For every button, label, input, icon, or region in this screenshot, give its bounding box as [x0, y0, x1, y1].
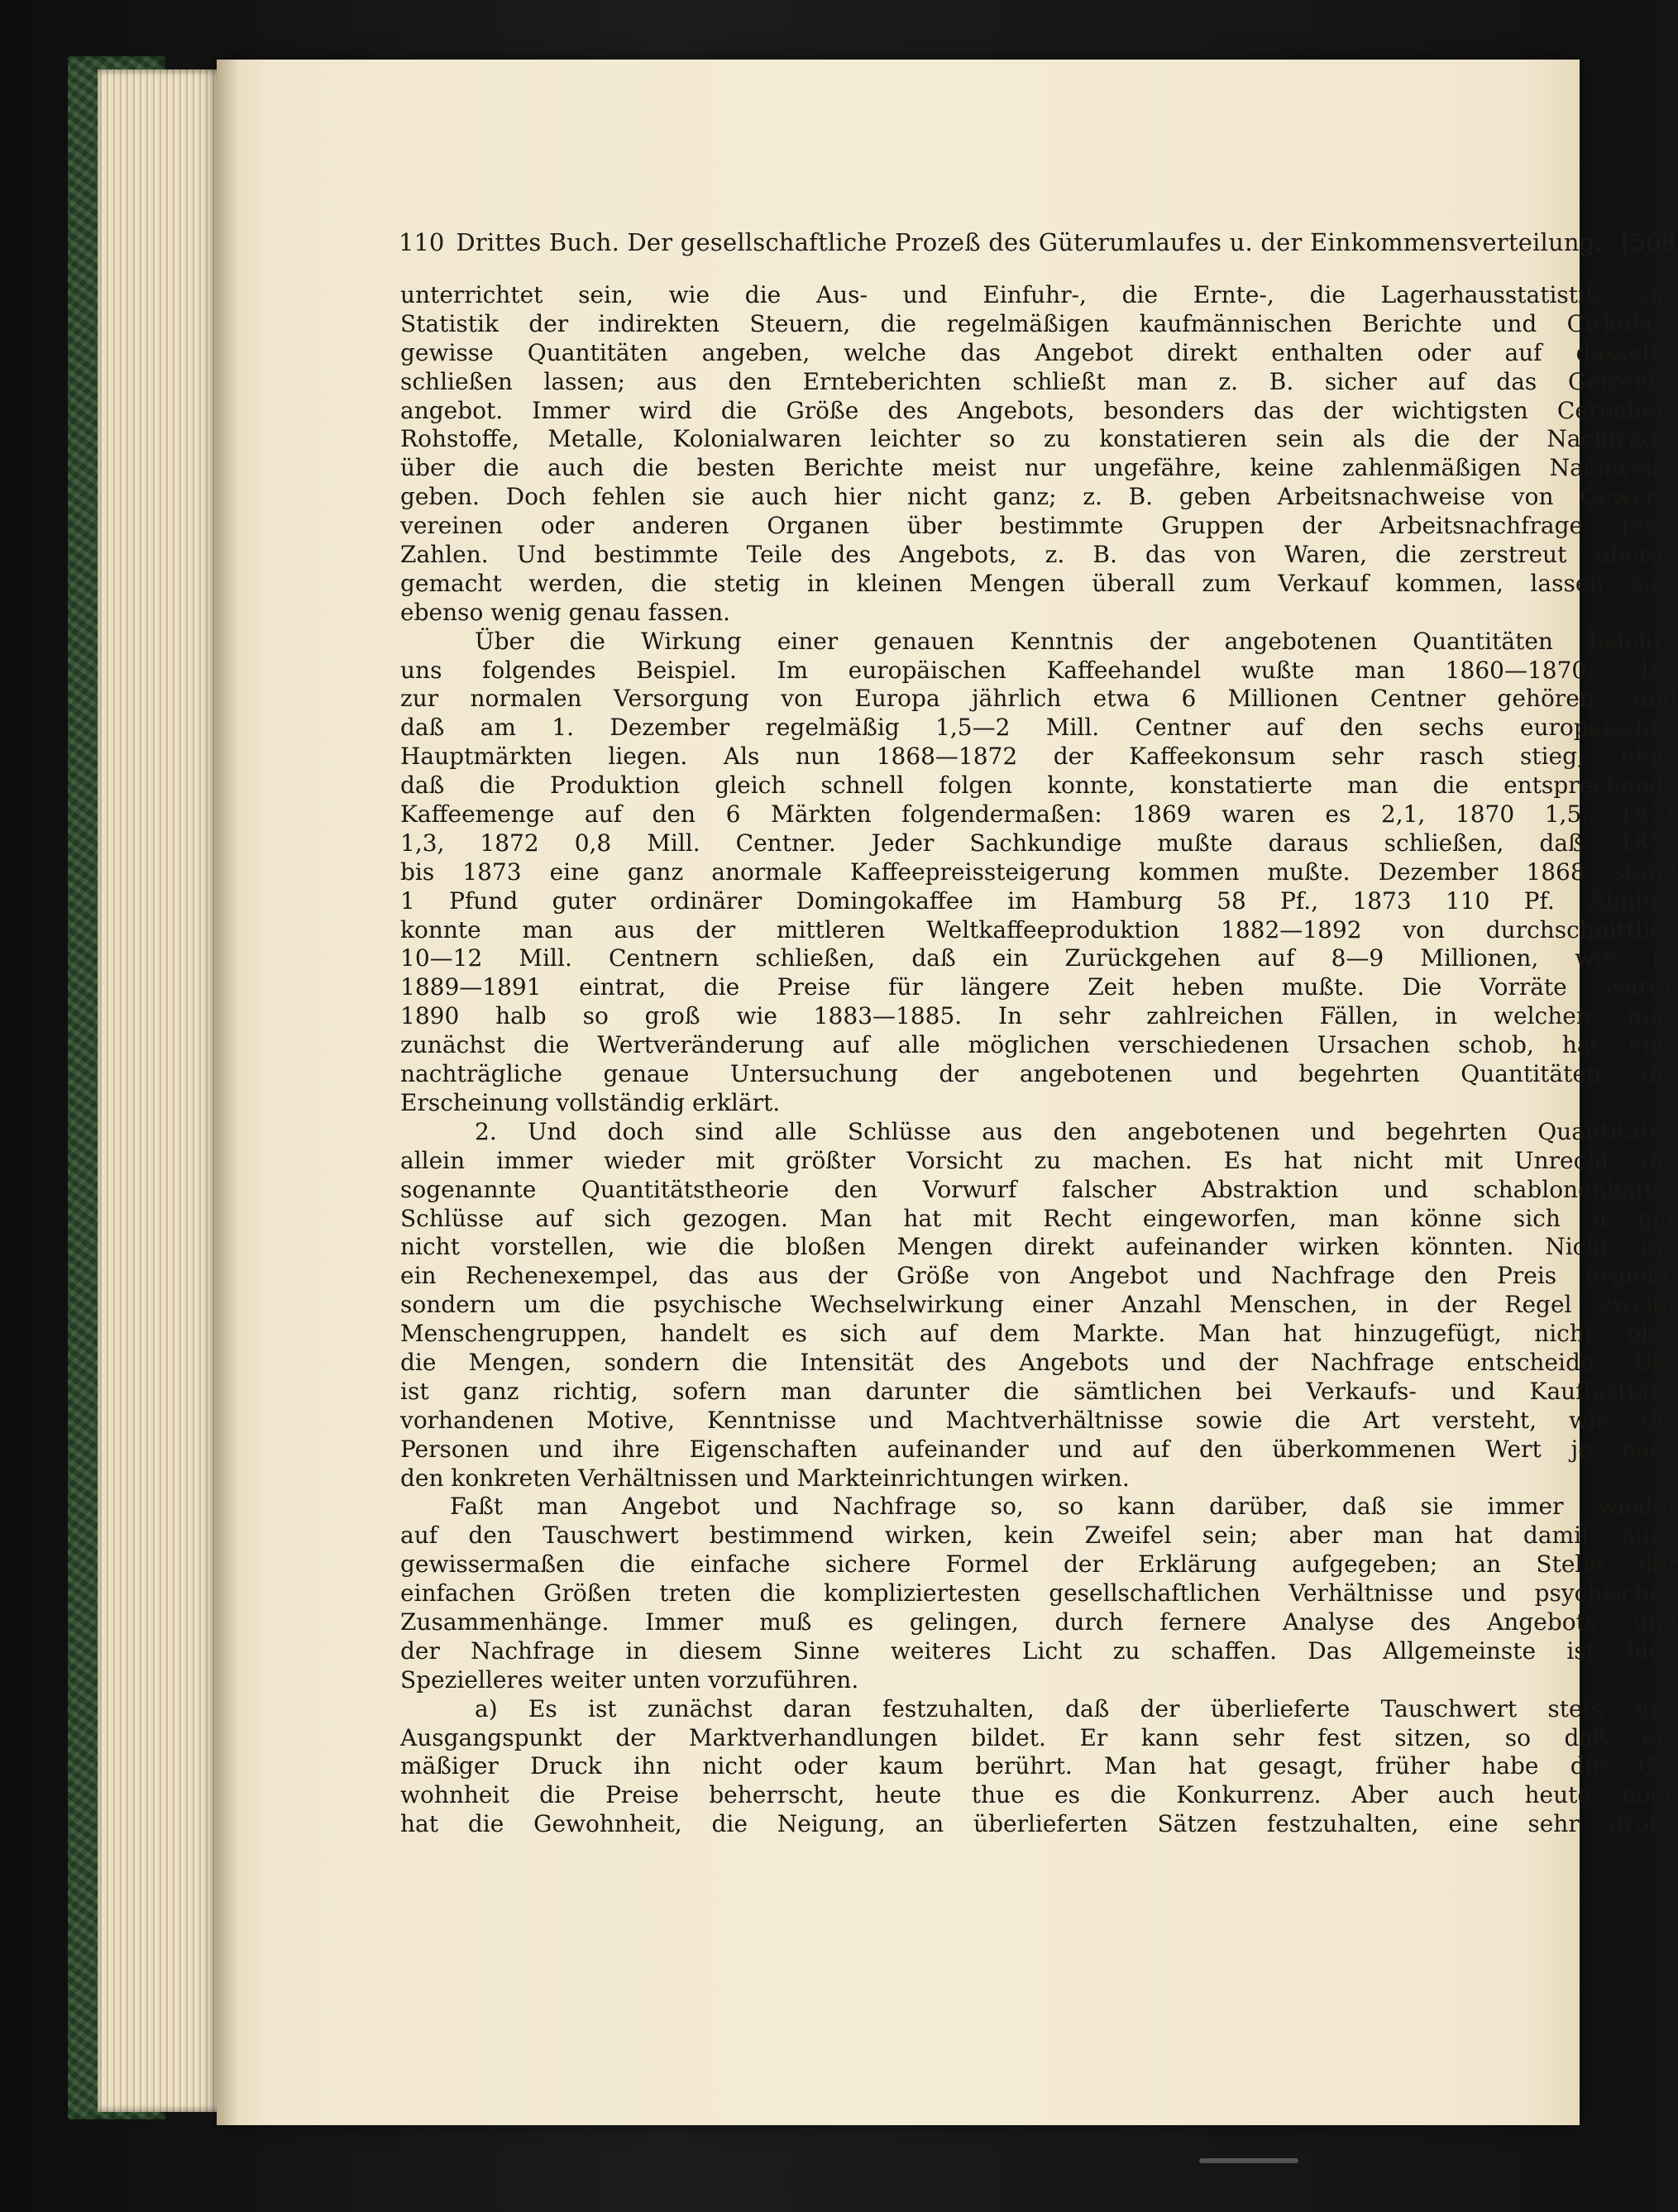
- text-line: vereinen oder anderen Organen über bestimmte Gruppen der Arbeitsnachfrage feste: [400, 512, 1678, 540]
- text-line: Rohstoffe, Metalle, Kolonialwaren leichter so zu konstatieren sein als die der Nachfrage,: [400, 425, 1678, 453]
- text-line: 1 Pfund guter ordinärer Domingokaffee im Hamburg 58 Pf., 1873 110 Pf. Ähnlich: [400, 886, 1678, 915]
- text-line: gewisse Quantitäten angeben, welche das Angebot direkt enthalten oder auf dasselbe: [400, 338, 1678, 366]
- text-line: unterrichtet sein, wie die Aus- und Einfuhr-, die Ernte-, die Lagerhausstatistik, die: [400, 281, 1678, 308]
- text-line: zur normalen Versorgung von Europa jährlich etwa 6 Millionen Centner gehören, und: [400, 685, 1678, 713]
- text-line: über die auch die besten Berichte meist nur ungefähre, keine zahlenmäßigen Nachweise: [400, 454, 1678, 482]
- text-line: bis 1873 eine ganz anormale Kaffeepreissteigerung kommen mußte. Dezember 1868 stand: [400, 858, 1678, 886]
- scan-dust-mark: [1199, 2158, 1298, 2163]
- text-line: Spezielleres weiter unten vorzuführen.: [400, 1665, 859, 1694]
- text-line: uns folgendes Beispiel. Im europäischen Kaffeehandel wußte man 1860—1870, daß: [400, 656, 1678, 684]
- text-line: Zusammenhänge. Immer muß es gelingen, durch fernere Analyse des Angebots und: [400, 1608, 1678, 1636]
- text-line: daß am 1. Dezember regelmäßig 1,5—2 Mill. Centner auf den sechs europäischen: [400, 714, 1678, 742]
- text-line: gemacht werden, die stetig in kleinen Mengen überall zum Verkauf kommen, lassen sich: [400, 569, 1678, 597]
- body-text: [400, 281, 1678, 1839]
- text-line: Faßt man Angebot und Nachfrage so, so kann darüber, daß sie immer wieder: [450, 1493, 1678, 1521]
- text-line: daß die Produktion gleich schnell folgen konnte, konstatierte man die entsprechende: [400, 772, 1678, 800]
- text-line: 1890 halb so groß wie 1883—1885. In sehr zahlreichen Fällen, in welchen man: [400, 1002, 1678, 1030]
- text-line: ein Rechenexempel, das aus der Größe von Angebot und Nachfrage den Preis ergiebt,: [400, 1262, 1678, 1290]
- text-line: gewissermaßen die einfache sichere Formel der Erklärung aufgegeben; an Stelle der: [400, 1550, 1678, 1579]
- running-bracket-number: [568: [1621, 228, 1676, 256]
- text-line: Über die Wirkung einer genauen Kenntnis der angebotenen Quantitäten belehre: [475, 627, 1678, 655]
- text-line: Schlüsse auf sich gezogen. Man hat mit Recht eingeworfen, man könne sich u gar: [400, 1204, 1678, 1232]
- text-line: nachträgliche genaue Untersuchung der angebotenen und begehrten Quantitäten die: [400, 1060, 1678, 1088]
- text-line: sondern um die psychische Wechselwirkung einer Anzahl Menschen, in der Regel zweier: [400, 1291, 1678, 1319]
- text-line: 2. Und doch sind alle Schlüsse aus den angebotenen und begehrten Quantitäten: [475, 1117, 1678, 1145]
- text-line: 10—12 Mill. Centnern schließen, daß ein Zurückgehen auf 8—9 Millionen, wie es: [400, 944, 1678, 972]
- text-line: Personen und ihre Eigenschaften aufeinander und auf den überkommenen Wert je nach: [400, 1435, 1678, 1463]
- text-line: Hauptmärkten liegen. Als nun 1868—1872 der Kaffeekonsum sehr rasch stieg, ohne: [400, 743, 1678, 771]
- running-title: Drittes Buch. Der gesellschaftliche Prozeß des Güterumlaufes u. der Einkommensverteilung.: [456, 228, 1603, 256]
- text-line: Menschengruppen, handelt es sich auf dem Markte. Man hat hinzugefügt, nicht bloß: [400, 1320, 1678, 1348]
- text-line: wohnheit die Preise beherrscht, heute thue es die Konkurrenz. Aber auch heute noch: [400, 1781, 1678, 1809]
- text-line: angebot. Immer wird die Größe des Angebots, besonders das der wichtigsten Cerealien,: [400, 396, 1678, 424]
- page-edges-stack: [98, 69, 230, 2112]
- text-line: den konkreten Verhältnissen und Markteinrichtungen wirken.: [400, 1464, 1130, 1492]
- text-line: mäßiger Druck ihn nicht oder kaum berührt. Man hat gesagt, früher habe die Ge-: [400, 1752, 1678, 1780]
- text-line: 1889—1891 eintrat, die Preise für längere Zeit heben mußte. Die Vorräte waren: [400, 973, 1678, 1001]
- text-line: ist ganz richtig, sofern man darunter die sämtlichen bei Verkaufs- und Kauflustigen: [400, 1377, 1678, 1405]
- text-line: ebenso wenig genau fassen.: [400, 598, 731, 626]
- text-line: schließen lassen; aus den Ernteberichten schließt man z. B. sicher auf das Getreide-: [400, 367, 1678, 395]
- text-line: vorhandenen Motive, Kenntnisse und Machtverhältnisse sowie die Art versteht, wie die: [400, 1406, 1678, 1434]
- text-line: geben. Doch fehlen sie auch hier nicht ganz; z. B. geben Arbeitsnachweise von Gewerk-: [400, 483, 1678, 511]
- text-line: Ausgangspunkt der Marktverhandlungen bildet. Er kann sehr fest sitzen, so daß ein: [400, 1723, 1678, 1751]
- running-head: [399, 228, 1676, 278]
- text-line: allein immer wieder mit größter Vorsicht zu machen. Es hat nicht mit Unrecht die: [400, 1146, 1678, 1174]
- text-line: Erscheinung vollständig erklärt.: [400, 1088, 781, 1116]
- text-line: Kaffeemenge auf den 6 Märkten folgendermaßen: 1869 waren es 2,1, 1870 1,5, 1871: [400, 800, 1678, 829]
- text-line: a) Es ist zunächst daran festzuhalten, daß der überlieferte Tauschwert stets den: [475, 1694, 1678, 1722]
- text-line: Zahlen. Und bestimmte Teile des Angebots, z. B. das von Waren, die zerstreut überall: [400, 541, 1678, 569]
- text-line: die Mengen, sondern die Intensität des Angebots und der Nachfrage entscheide. Das: [400, 1348, 1678, 1376]
- text-line: konnte man aus der mittleren Weltkaffeeproduktion 1882—1892 von durchschnittlich: [400, 915, 1678, 944]
- text-line: der Nachfrage in diesem Sinne weiteres Licht zu schaffen. Das Allgemeinste ist hier,: [400, 1636, 1678, 1665]
- text-line: sogenannte Quantitätstheorie den Vorwurf falscher Abstraktion und schablonenhafter: [400, 1175, 1678, 1203]
- text-line: auf den Tauschwert bestimmend wirken, kein Zweifel sein; aber man hat damit auch: [400, 1522, 1678, 1550]
- book-page: [217, 60, 1678, 2125]
- text-line: Statistik der indirekten Steuern, die regelmäßigen kaufmännischen Berichte und Cirkulare: [400, 309, 1678, 337]
- page-number: 110: [399, 228, 445, 256]
- text-line: zunächst die Wertveränderung auf alle möglichen verschiedenen Ursachen schob, hat eine: [400, 1031, 1678, 1059]
- text-line: einfachen Größen treten die kompliziertesten gesellschaftlichen Verhältnisse und psychischen: [400, 1579, 1678, 1608]
- text-line: 1,3, 1872 0,8 Mill. Centner. Jeder Sachkundige mußte daraus schließen, daß 1872: [400, 829, 1678, 857]
- text-line: nicht vorstellen, wie die bloßen Mengen direkt aufeinander wirken könnten. Nicht um: [400, 1233, 1678, 1261]
- text-line: hat die Gewohnheit, die Neigung, an überlieferten Sätzen festzuhalten, eine sehr große: [400, 1810, 1678, 1838]
